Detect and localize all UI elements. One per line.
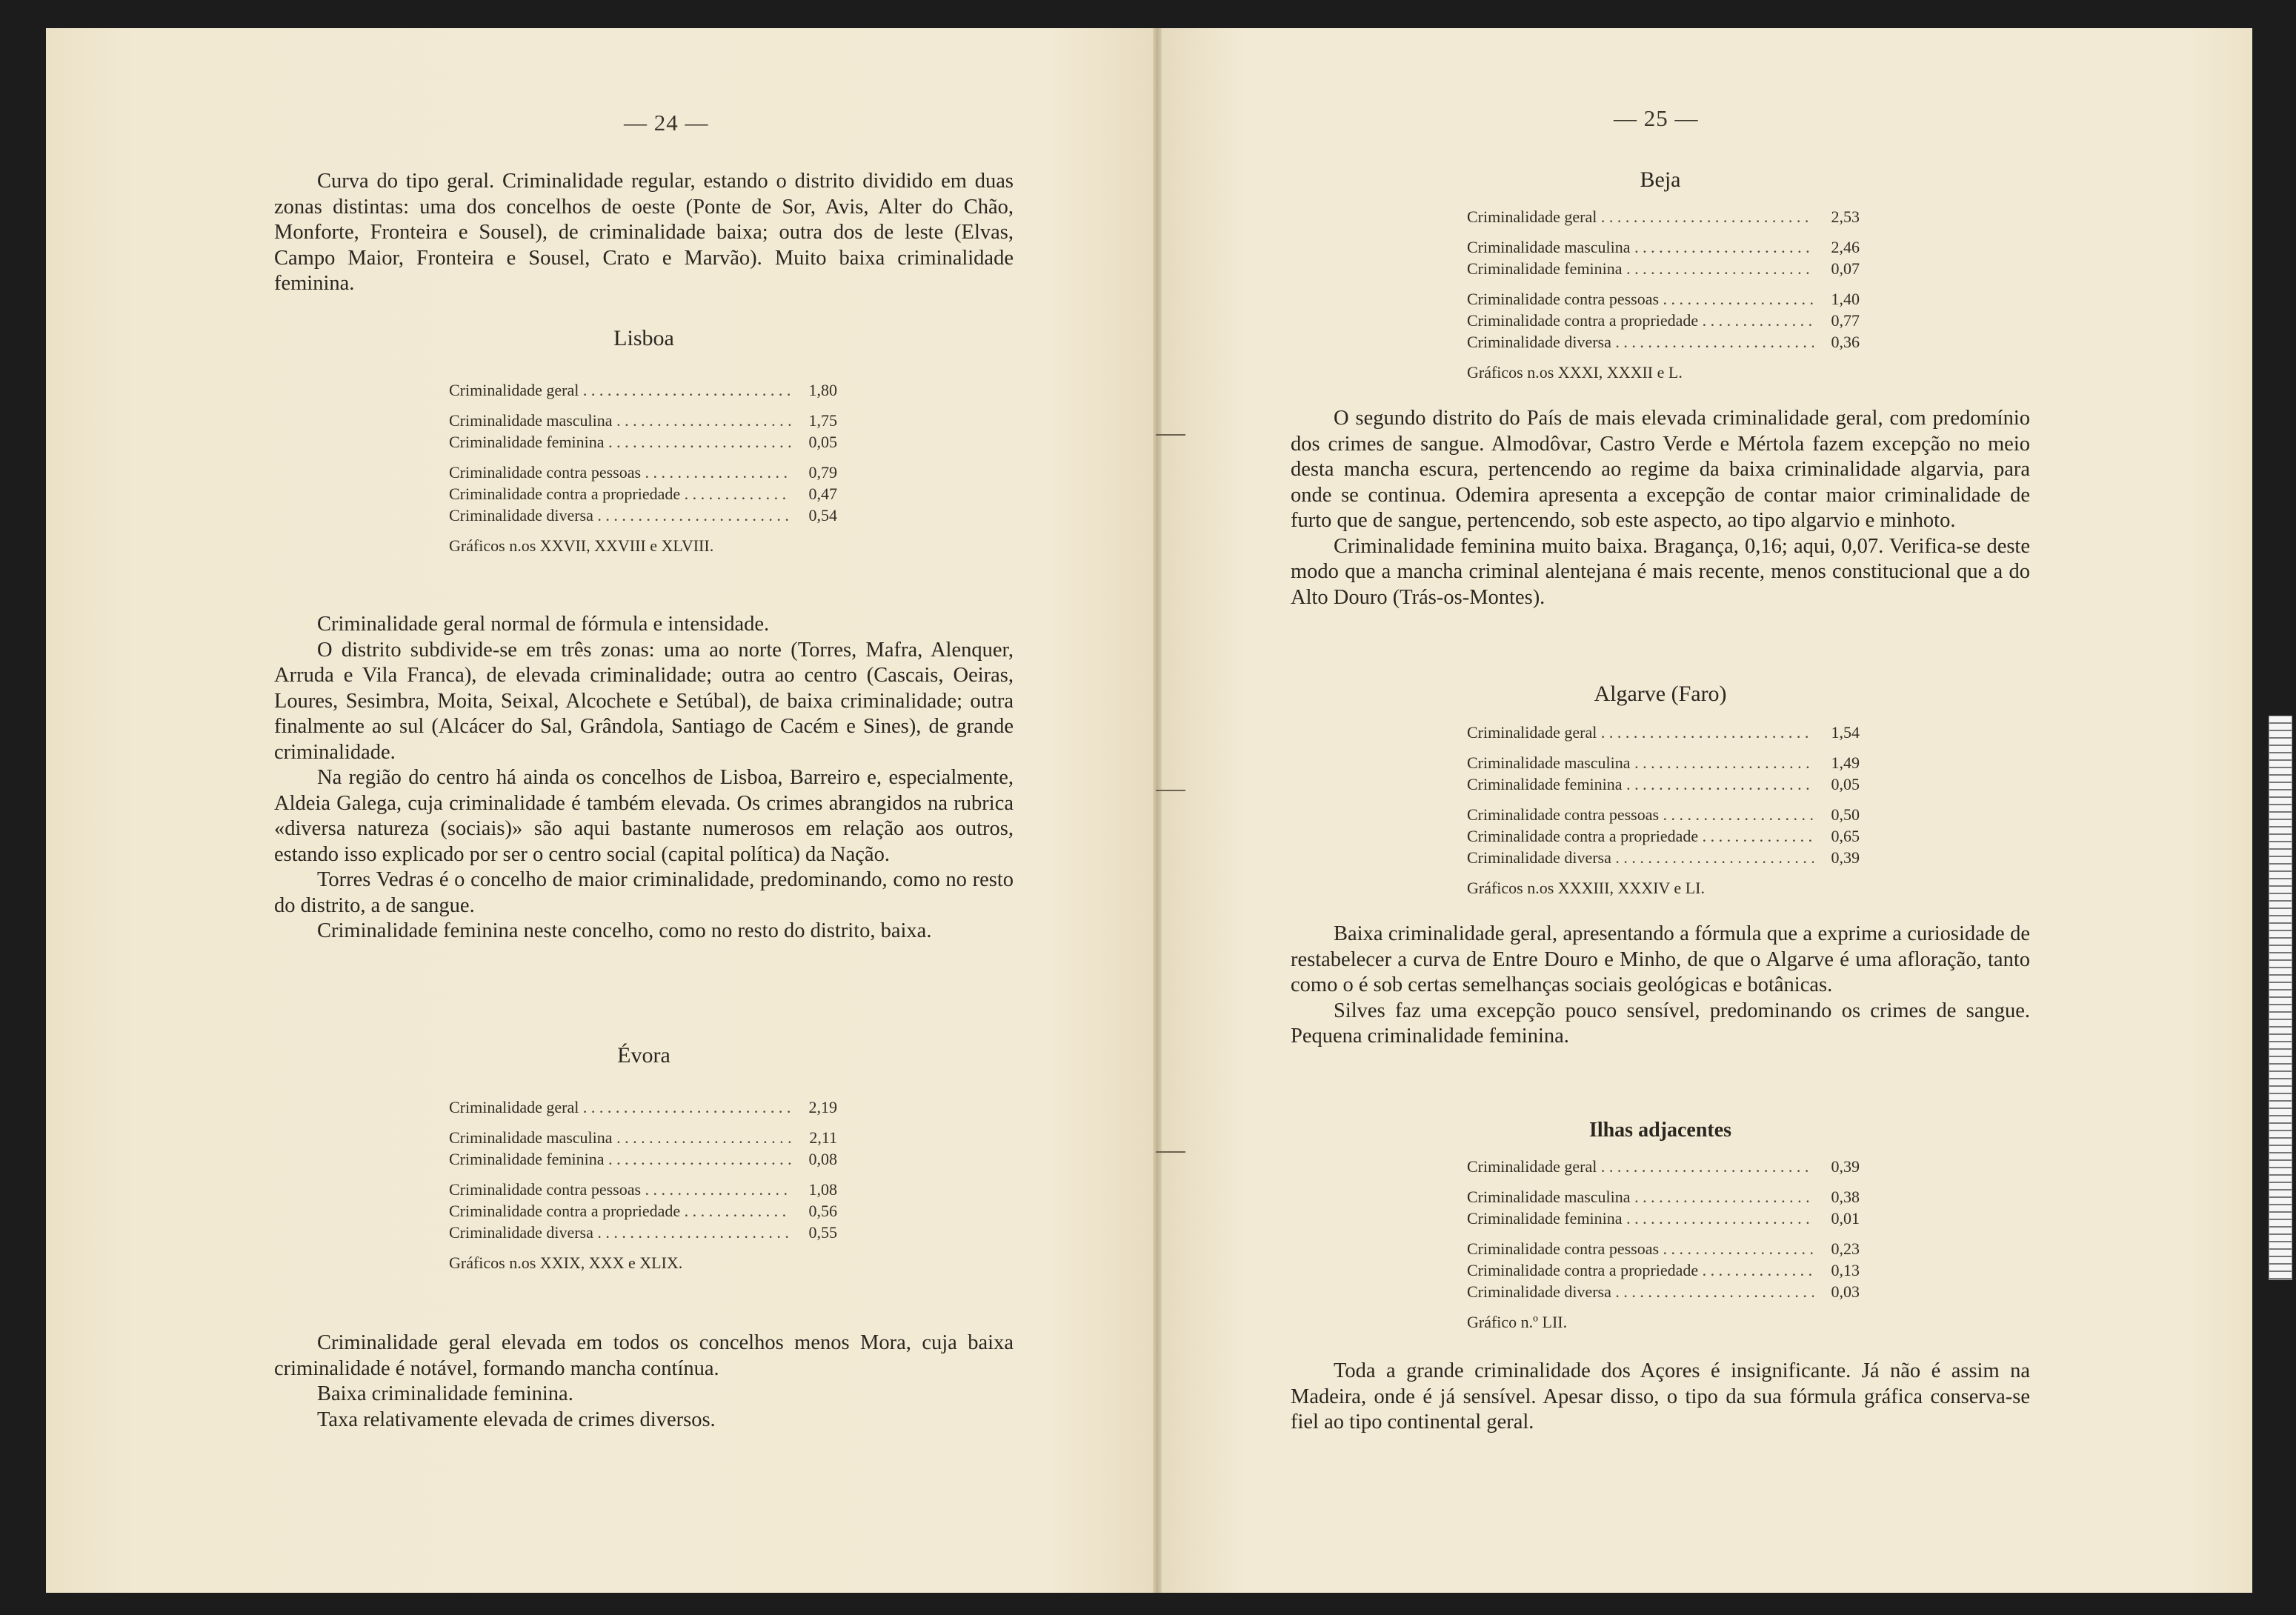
ilhas-graficos: Gráfico n.º LII. xyxy=(1467,1313,1568,1331)
row-value: 2,53 xyxy=(1831,207,1860,226)
table-row xyxy=(1467,1238,1860,1259)
lisboa-paragraphs xyxy=(274,612,1014,945)
row-label: Criminalidade geral . . . xyxy=(1467,206,1814,227)
row-label: Criminalidade diversa . . . xyxy=(1467,847,1814,868)
paragraph: Torres Vedras é o concelho de maior criminalidade, predominando, como no resto do distrito, a de sangue. xyxy=(274,868,1014,917)
row-label: Criminalidade contra pessoas . . . xyxy=(449,462,791,483)
ilhas-heading: Ilhas adjacentes xyxy=(1588,1119,1732,1142)
row-label: Criminalidade diversa . . . xyxy=(449,505,791,526)
row-value: 0,65 xyxy=(1831,827,1860,845)
row-label: Criminalidade masculina . . . xyxy=(1467,752,1814,773)
algarve-graficos: Gráficos n.os XXXIII, XXXIV e LI. xyxy=(1467,879,1705,897)
evora-table xyxy=(449,1096,837,1273)
table-row xyxy=(449,431,837,453)
row-value: 0,05 xyxy=(808,433,837,451)
beja-heading: Beja xyxy=(1640,167,1681,192)
row-label: Criminalidade contra pessoas . . . xyxy=(1467,288,1814,310)
evora-graficos: Gráficos n.os XXIX, XXX e XLIX. xyxy=(449,1253,683,1272)
table-row xyxy=(1467,1186,1860,1208)
row-value: 2,11 xyxy=(809,1128,837,1147)
table-row xyxy=(1467,825,1860,847)
row-value: 0,05 xyxy=(1831,775,1860,793)
row-label: Criminalidade contra pessoas . . . xyxy=(1467,804,1814,825)
paragraph: O segundo distrito do País de mais elevada criminalidade geral, com predomínio dos crimes de sangue. Almodôvar, Castro Verde e Mértola fazem excepção no meio desta mancha escura, pertencendo ao regime da baixa criminalidade algarvia, para onde se continua. Odemira apresenta a excepção de contar maior criminalidade de furto que de sangue, pertencendo, sob este aspecto, ao tipo algarvio e minhoto. xyxy=(1291,407,2030,532)
table-row xyxy=(1467,206,1860,227)
table-row xyxy=(449,1148,837,1170)
table-row xyxy=(1467,1281,1860,1302)
lisboa-heading: Lisboa xyxy=(613,326,674,350)
table-row xyxy=(1467,722,1860,743)
paragraph: Baixa criminalidade geral, apresentando a fórmula que a exprime a curiosidade de restabelecer a curva de Entre Douro e Minho, de que o Algarve é uma afloração, tanto como o é sob certas semelhanças sociais geológicas e botânicas. xyxy=(1291,922,2030,996)
row-value: 0,23 xyxy=(1831,1239,1860,1258)
beja-paragraphs xyxy=(1291,406,2030,610)
row-value: 0,50 xyxy=(1831,805,1860,824)
row-label: Criminalidade diversa . . . xyxy=(1467,1281,1814,1302)
page-number-left: — 24 — xyxy=(624,110,709,136)
table-row xyxy=(1467,804,1860,825)
row-label: Criminalidade feminina . . . xyxy=(449,431,791,453)
table-row xyxy=(449,1179,837,1200)
row-value: 0,01 xyxy=(1831,1209,1860,1228)
intro-paragraph: Curva do tipo geral. Criminalidade regular, estando o distrito dividido em duas zonas distintas: uma dos concelhos de oeste (Ponte de Sor, Avis, Alter do Chão, Monforte, Fronteira e Sousel), de criminalidade baixa; outra dos de leste (Elvas, Campo Maior, Fronteira e Sousel, Crato e Marvão). Muito baixa criminalidade feminina. xyxy=(274,170,1014,295)
row-label: Criminalidade contra a propriedade . . . xyxy=(449,1200,791,1222)
row-label: Criminalidade contra a propriedade . . . xyxy=(1467,310,1814,331)
row-label: Criminalidade geral . . . xyxy=(449,379,791,401)
ilhas-paragraphs xyxy=(1291,1359,2030,1436)
lisboa-graficos: Gráficos n.os XXVII, XXVIII e XLVIII. xyxy=(449,536,714,555)
row-label: Criminalidade masculina . . . xyxy=(449,410,791,431)
binding-mark xyxy=(1156,790,1185,791)
row-value: 0,55 xyxy=(808,1223,837,1242)
table-row xyxy=(1467,1156,1860,1177)
row-value: 0,38 xyxy=(1831,1188,1860,1206)
lisboa-table xyxy=(449,379,837,556)
row-label: Criminalidade geral . . . xyxy=(1467,722,1814,743)
row-label: Criminalidade contra a propriedade . . . xyxy=(449,483,791,505)
table-row xyxy=(1467,310,1860,331)
paragraph: Criminalidade feminina muito baixa. Bragança, 0,16; aqui, 0,07. Verifica-se deste modo que a mancha criminal alentejana é mais recente, menos constitucional que a do Alto Douro (Trás-os-Montes). xyxy=(1291,534,2030,609)
algarve-paragraphs xyxy=(1291,922,2030,1050)
row-value: 0,47 xyxy=(808,485,837,503)
row-label: Criminalidade contra pessoas . . . xyxy=(1467,1238,1814,1259)
evora-heading: Évora xyxy=(617,1043,671,1068)
table-row xyxy=(449,410,837,431)
table-row xyxy=(449,462,837,483)
paragraph: Criminalidade feminina neste concelho, como no resto do distrito, baixa. xyxy=(317,919,932,942)
row-label: Criminalidade feminina . . . xyxy=(1467,1208,1814,1229)
table-row xyxy=(1467,773,1860,795)
row-label: Criminalidade geral . . . xyxy=(1467,1156,1814,1177)
row-label: Criminalidade contra pessoas . . . xyxy=(449,1179,791,1200)
table-row xyxy=(449,505,837,526)
row-label: Criminalidade feminina . . . xyxy=(449,1148,791,1170)
row-value: 0,13 xyxy=(1831,1261,1860,1279)
row-value: 1,75 xyxy=(808,411,837,430)
intro-paragraph-block xyxy=(274,169,1014,297)
table-row xyxy=(1467,258,1860,279)
evora-paragraphs xyxy=(274,1331,1014,1433)
beja-graficos: Gráficos n.os XXXI, XXXII e L. xyxy=(1467,363,1683,382)
table-row xyxy=(1467,1259,1860,1281)
paragraph: Silves faz uma excepção pouco sensível, predominando os crimes de sangue. Pequena criminalidade feminina. xyxy=(1291,999,2030,1048)
binding-mark xyxy=(1156,434,1185,436)
ilhas-table xyxy=(1467,1156,1860,1333)
row-value: 0,39 xyxy=(1831,848,1860,867)
table-row xyxy=(1467,847,1860,868)
book-gutter xyxy=(1153,28,1162,1593)
row-label: Criminalidade geral . . . xyxy=(449,1096,791,1118)
paragraph: Criminalidade geral elevada em todos os concelhos menos Mora, cuja baixa criminalidade é notável, formando mancha contínua. xyxy=(274,1331,1014,1380)
color-scale-ruler xyxy=(2269,716,2292,1280)
table-row xyxy=(449,1127,837,1148)
row-value: 0,77 xyxy=(1831,311,1860,330)
table-row xyxy=(1467,1208,1860,1229)
binding-mark xyxy=(1156,1151,1185,1153)
row-value: 2,46 xyxy=(1831,238,1860,256)
table-row xyxy=(449,1222,837,1243)
row-value: 1,49 xyxy=(1831,753,1860,772)
row-label: Criminalidade masculina . . . xyxy=(1467,1186,1814,1208)
row-value: 0,39 xyxy=(1831,1157,1860,1176)
row-label: Criminalidade diversa . . . xyxy=(1467,331,1814,353)
row-label: Criminalidade masculina . . . xyxy=(449,1127,791,1148)
beja-table xyxy=(1467,206,1860,383)
paragraph: O distrito subdivide-se em três zonas: uma ao norte (Torres, Mafra, Alenquer, Arruda e Vila Franca), de elevada criminalidade; outra ao centro (Cascais, Oeiras, Loures, Sesimbra, Moita, Seixal, Alcochete e Setúbal), de baixa criminalidade; outra finalmente ao sul (Alcácer do Sal, Grândola, Santiago de Cacém e Sines), de grande criminalidade. xyxy=(274,638,1014,764)
paragraph: Criminalidade geral normal de fórmula e intensidade. xyxy=(317,613,770,636)
table-row xyxy=(449,483,837,505)
row-label: Criminalidade contra a propriedade . . . xyxy=(1467,1259,1814,1281)
table-row xyxy=(1467,331,1860,353)
row-label: Criminalidade masculina . . . xyxy=(1467,236,1814,258)
paragraph: Taxa relativamente elevada de crimes diversos. xyxy=(317,1408,716,1431)
row-value: 0,54 xyxy=(808,506,837,525)
row-label: Criminalidade feminina . . . xyxy=(1467,258,1814,279)
table-row xyxy=(1467,236,1860,258)
row-value: 0,56 xyxy=(808,1202,837,1220)
paragraph: Na região do centro há ainda os concelhos de Lisboa, Barreiro e, especialmente, Aldeia Galega, cuja criminalidade é também elevada. Os crimes abrangidos na rubrica «diversa natureza (sociais)» são aqui bastante numerosos em relação aos outros, estando isso explicado por ser o centro social (capital política) da Nação. xyxy=(274,766,1014,866)
table-row xyxy=(1467,288,1860,310)
row-value: 0,07 xyxy=(1831,259,1860,278)
algarve-heading: Algarve (Faro) xyxy=(1594,682,1727,706)
table-row xyxy=(449,1200,837,1222)
row-label: Criminalidade contra a propriedade . . . xyxy=(1467,825,1814,847)
row-label: Criminalidade diversa . . . xyxy=(449,1222,791,1243)
row-value: 1,80 xyxy=(808,381,837,399)
row-label: Criminalidade feminina . . . xyxy=(1467,773,1814,795)
paragraph: Baixa criminalidade feminina. xyxy=(317,1382,573,1405)
row-value: 0,03 xyxy=(1831,1282,1860,1301)
row-value: 2,19 xyxy=(808,1098,837,1116)
algarve-table xyxy=(1467,722,1860,899)
row-value: 0,36 xyxy=(1831,333,1860,351)
table-row xyxy=(449,1096,837,1118)
paragraph: Toda a grande criminalidade dos Açores é insignificante. Já não é assim na Madeira, onde é já sensível. Apesar disso, o tipo da sua fórmula gráfica conserva-se fiel ao tipo continental geral. xyxy=(1291,1359,2030,1433)
page-number-right: — 25 — xyxy=(1614,105,1699,131)
row-value: 0,79 xyxy=(808,463,837,482)
row-value: 1,40 xyxy=(1831,290,1860,308)
row-value: 1,08 xyxy=(808,1180,837,1199)
table-row xyxy=(449,379,837,401)
table-row xyxy=(1467,752,1860,773)
row-value: 1,54 xyxy=(1831,723,1860,742)
row-value: 0,08 xyxy=(808,1150,837,1168)
